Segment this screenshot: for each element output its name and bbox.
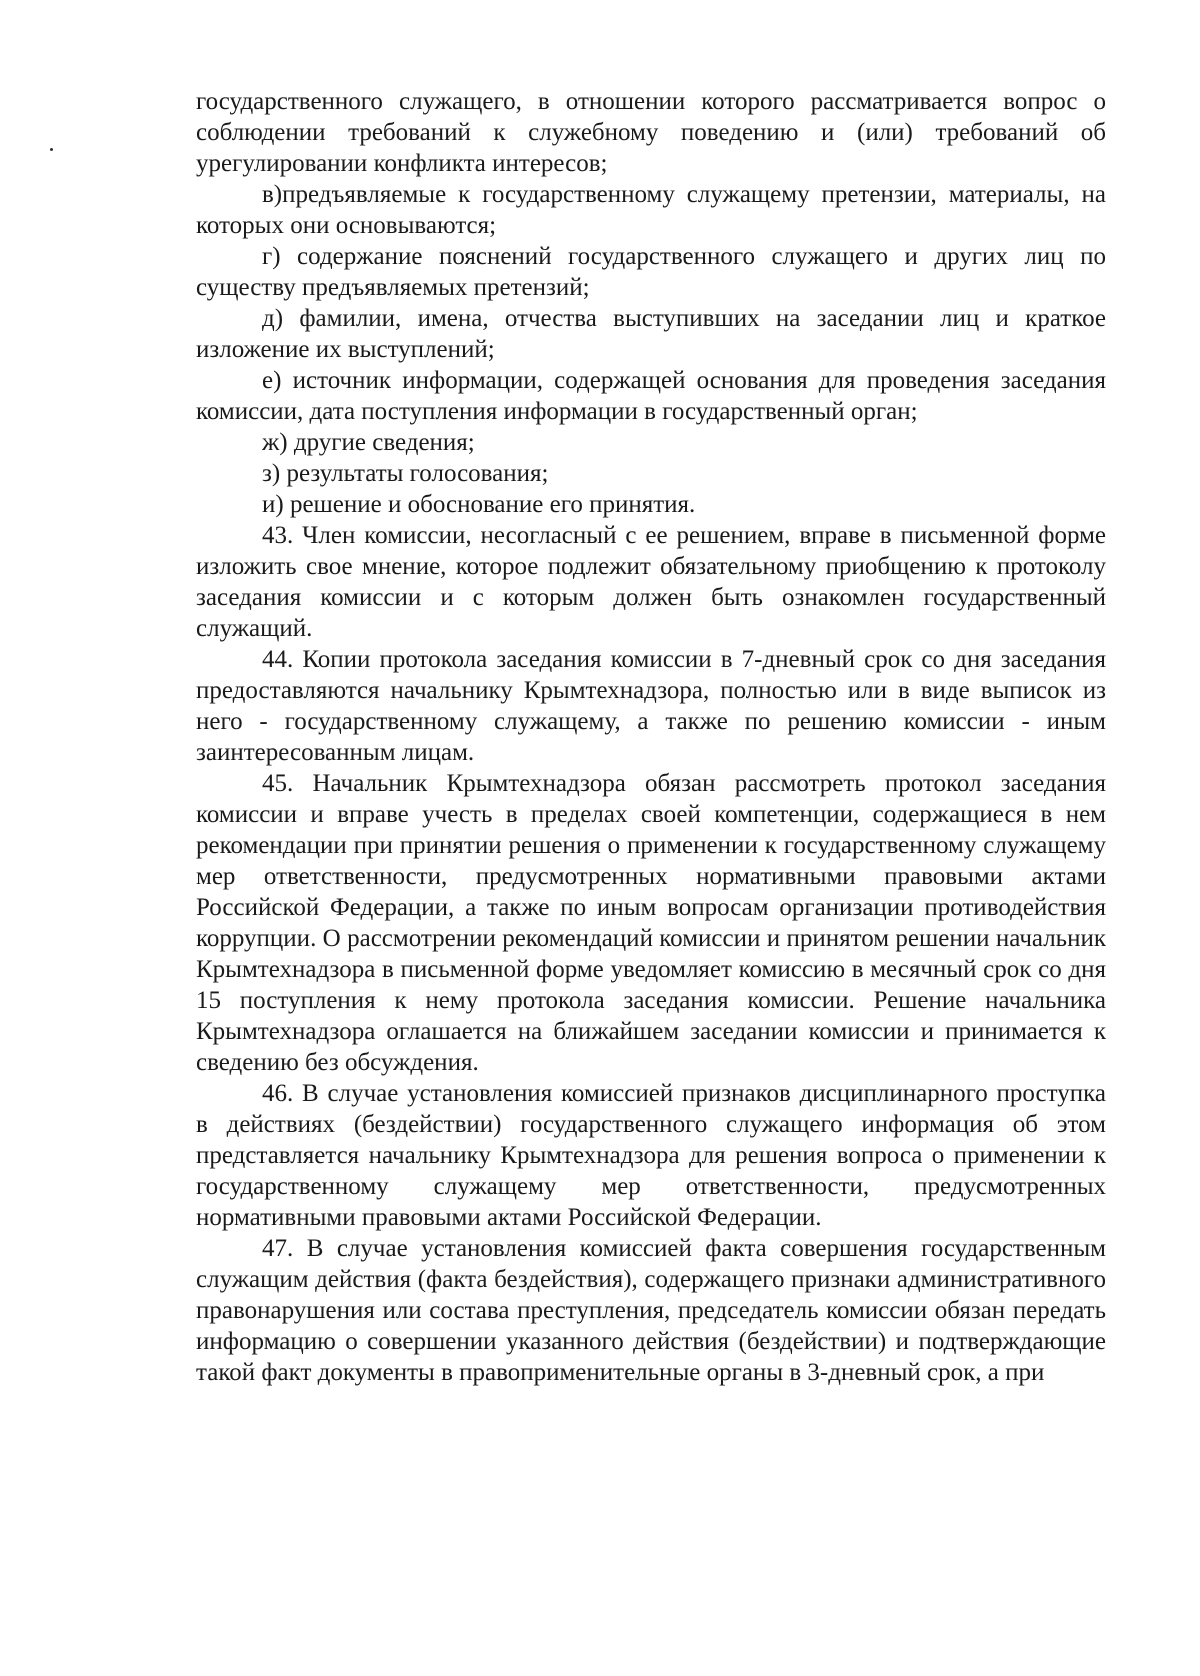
- paragraph-item-d: д) фамилии, имена, отчества выступивших на заседании лиц и краткое изложение их выступлений;: [196, 305, 1106, 363]
- paragraph-intro: государственного служащего, в отношении которого рассматривается вопрос о соблюдении требований к служебному поведению и (или) требований об урегулировании конфликта интересов;: [196, 88, 1106, 177]
- paragraph-item-g: г) содержание пояснений государственного служащего и других лиц по существу предъявляемых претензий;: [196, 243, 1106, 301]
- paragraph-clause-47: 47. В случае установления комиссией факта совершения государственным служащим действия (факта бездействия), содержащего признаки административного правонарушения или состава преступления, председатель комиссии обязан передать информацию о совершении указанного действия (бездействии) и подтверждающие такой факт документы в правоприменительные органы в 3-дневный срок, а при: [196, 1235, 1106, 1386]
- paragraph-item-z: з) результаты голосования;: [262, 460, 549, 487]
- paragraph-item-v: в)предъявляемые к государственному служащему претензии, материалы, на которых они основываются;: [196, 181, 1106, 239]
- paragraph-item-i: и) решение и обоснование его принятия.: [262, 491, 696, 518]
- paragraph-clause-45: 45. Начальник Крымтехнадзора обязан рассмотреть протокол заседания комиссии и вправе учесть в пределах своей компетенции, содержащиеся в нем рекомендации при принятии решения о применении к государственному служащему мер ответственности, предусмотренных нормативными правовыми актами Российской Федерации, а также по иным вопросам организации противодействия коррупции. О рассмотрении рекомендаций комиссии и принятом решении начальник Крымтехнадзора в письменной форме уведомляет комиссию в месячный срок со дня 15 поступления к нему протокола заседания комиссии. Решение начальника Крымтехнадзора оглашается на ближайшем заседании комиссии и принимается к сведению без обсуждения.: [196, 770, 1106, 1076]
- paragraph-item-e: е) источник информации, содержащей основания для проведения заседания комиссии, дата поступления информации в государственный орган;: [196, 367, 1106, 425]
- paragraph-clause-44: 44. Копии протокола заседания комиссии в 7-дневный срок со дня заседания предоставляются начальнику Крымтехнадзора, полностью или в виде выписок из него - государственному служащему, а также по решению комиссии - иным заинтересованным лицам.: [196, 646, 1106, 766]
- scan-speck: [50, 148, 53, 151]
- paragraph-item-zh: ж) другие сведения;: [262, 429, 475, 456]
- paragraph-clause-43: 43. Член комиссии, несогласный с ее решением, вправе в письменной форме изложить свое мнение, которое подлежит обязательному приобщению к протоколу заседания комиссии и с которым должен быть ознакомлен государственный служащий.: [196, 522, 1106, 642]
- document-body: [196, 86, 1106, 1388]
- paragraph-clause-46: 46. В случае установления комиссией признаков дисциплинарного проступка в действиях (бездействии) государственного служащего информация об этом представляется начальнику Крымтехнадзора для решения вопроса о применении к государственному служащему мер ответственности, предусмотренных нормативными правовыми актами Российской Федерации.: [196, 1080, 1106, 1231]
